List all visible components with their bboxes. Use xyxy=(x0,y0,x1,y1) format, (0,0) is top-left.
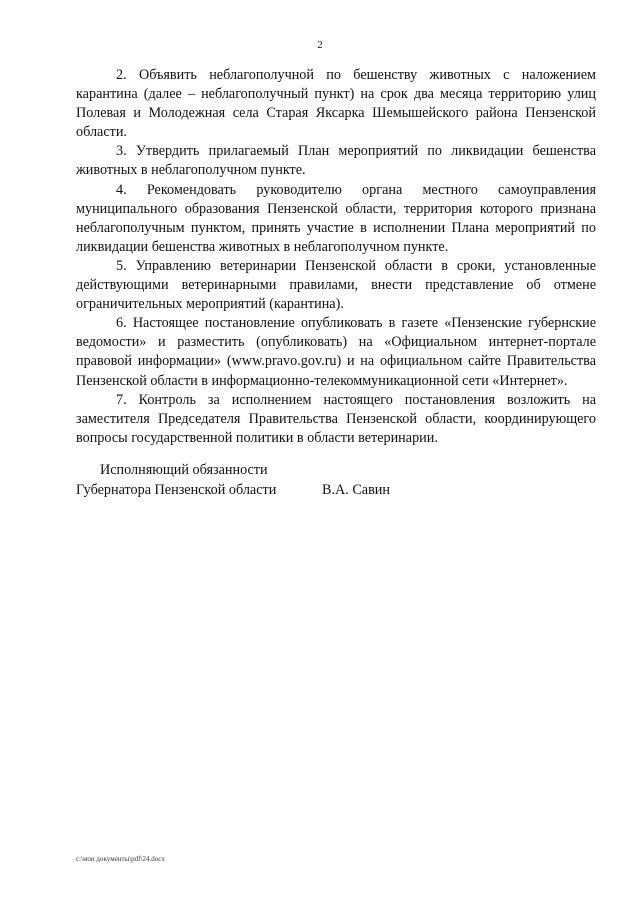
footer-file-path: c:\мои документы\pdf\24.docx xyxy=(76,855,165,863)
page-number: 2 xyxy=(317,39,323,51)
paragraph-item-6: 6. Настоящее постановление опубликовать в газете «Пензенские губернские ведомости» и разместить (опубликовать) на «Официальном интернет-портале правовой информации» (www.pravo.gov.ru) и на официальном сайте Правительства Пензенской области в информационно-телекоммуникационной сети «Интернет». xyxy=(76,315,596,389)
paragraph-item-7: 7. Контроль за исполнением настоящего постановления возложить на заместителя Председателя Правительства Пензенской области, координирующего вопросы государственной политики в области ветеринарии. xyxy=(76,391,596,446)
document-body xyxy=(76,66,596,448)
signatory-role-line1: Исполняющий обязанности xyxy=(100,462,268,478)
paragraph-item-5: 5. Управлению ветеринарии Пензенской области в сроки, установленные действующими ветеринарными правилами, внести представление об отмене ограничительных мероприятий (карантина). xyxy=(76,257,596,313)
signatory-role-line2: Губернатора Пензенской области xyxy=(76,481,277,498)
paragraph-item-2: 2. Объявить неблагополучной по бешенству животных с наложением карантина (далее – неблагополучный пункт) на срок два месяца территорию улиц Полевая и Молодежная села Старая Яксарка Шемышейского района Пензенской области. xyxy=(76,67,596,141)
signature-block xyxy=(76,461,596,500)
paragraph-item-3: 3. Утвердить прилагаемый План мероприятий по ликвидации бешенства животных в неблагополучном пункте. xyxy=(76,143,596,179)
signatory-name: В.А. Савин xyxy=(322,481,390,498)
paragraph-item-4: 4. Рекомендовать руководителю органа местного самоуправления муниципального образования Пензенской области, территория которого признана неблагополучным пунктом, принять участие в исполнении Плана мероприятий по ликвидации бешенства животных в неблагополучном пункте. xyxy=(76,181,596,255)
signatory-line2 xyxy=(76,481,596,501)
